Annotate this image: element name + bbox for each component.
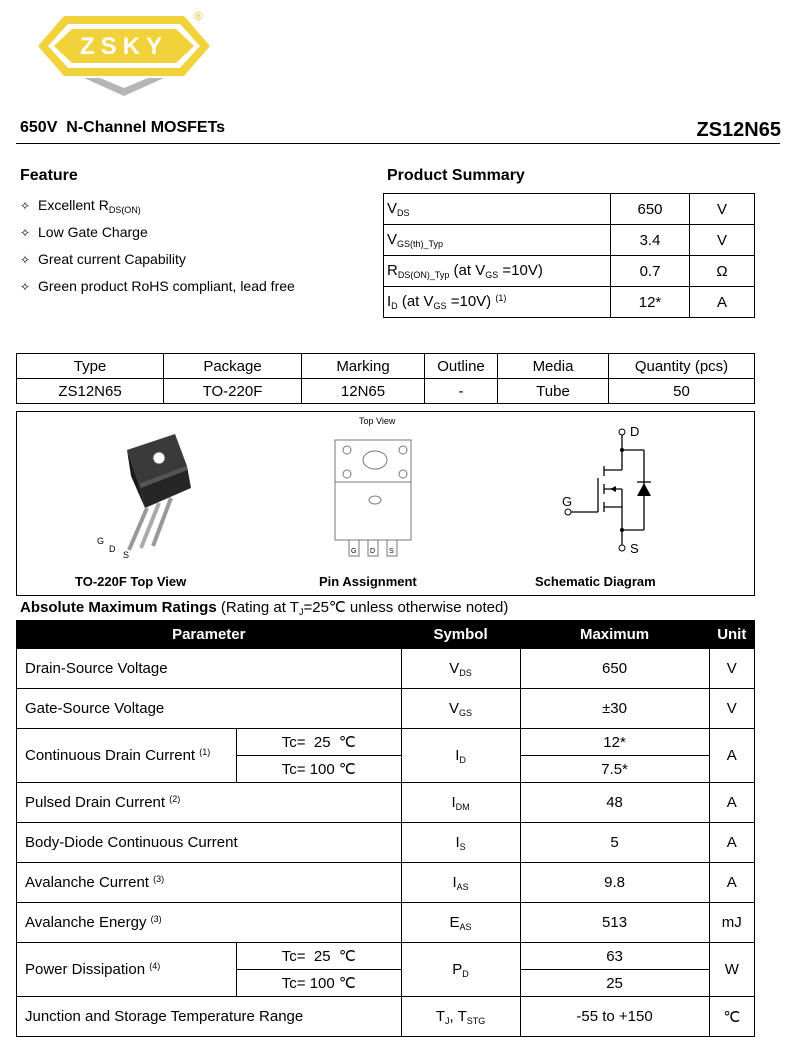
max-eas: 513 bbox=[520, 903, 709, 943]
max-id-25: 12* bbox=[520, 729, 709, 756]
max-is: 5 bbox=[520, 823, 709, 863]
pin-label-g: G bbox=[97, 536, 105, 546]
product-summary-table bbox=[383, 193, 755, 318]
registered-mark: ® bbox=[194, 9, 203, 23]
col-header-symbol: Symbol bbox=[401, 621, 520, 649]
star-bullet-icon: ✧ bbox=[20, 280, 31, 294]
param-is: Body-Diode Continuous Current bbox=[17, 823, 402, 863]
max-ias: 9.8 bbox=[520, 863, 709, 903]
summary-param: $R_{DS(ON)\_Typ}$ (at $V_{GS} =10V$) bbox=[384, 256, 611, 287]
summary-value: 0.7 bbox=[611, 256, 690, 287]
unit-eas: mJ bbox=[709, 903, 754, 943]
ratings-heading: Absolute Maximum Ratings (Rating at $T_J=25℃$ unless otherwise noted) bbox=[20, 599, 509, 617]
max-pd-25: 63 bbox=[520, 943, 709, 970]
absolute-maximum-ratings-table bbox=[16, 620, 755, 1037]
summary-param: $V_{DS}$ bbox=[384, 194, 611, 225]
summary-row bbox=[384, 287, 755, 318]
symbol-id: $I_D$ bbox=[401, 729, 520, 783]
cell-quantity: 50 bbox=[609, 379, 755, 404]
col-header-type: Type bbox=[17, 354, 164, 379]
symbol-tj: $T_J$, $T_{STG}$ bbox=[401, 997, 520, 1037]
package-figures bbox=[16, 411, 755, 596]
summary-heading: Product Summary bbox=[387, 167, 525, 184]
star-bullet-icon: ✧ bbox=[20, 253, 31, 267]
symbol-vds: $V_{DS}$ bbox=[401, 649, 520, 689]
unit-id: A bbox=[709, 729, 754, 783]
param-idm: Pulsed Drain Current $^{(2)}$ bbox=[17, 783, 402, 823]
header-divider bbox=[16, 143, 780, 144]
ratings-row bbox=[17, 863, 755, 903]
symbol-ias: $I_{AS}$ bbox=[401, 863, 520, 903]
pin-d-label: D bbox=[370, 548, 376, 555]
summary-value: 650 bbox=[611, 194, 690, 225]
cell-type: ZS12N65 bbox=[17, 379, 164, 404]
schematic-s-label: S bbox=[630, 541, 639, 556]
max-tj: -55 to +150 bbox=[520, 997, 709, 1037]
symbol-pd: $P_D$ bbox=[401, 943, 520, 997]
feature-item: ✧ Excellent $R_{DS(ON)}$ bbox=[20, 197, 141, 215]
param-vds: Drain-Source Voltage bbox=[17, 649, 402, 689]
ratings-row bbox=[17, 729, 755, 756]
unit-vds: V bbox=[709, 649, 754, 689]
col-header-quantity: Quantity (pcs) bbox=[609, 354, 755, 379]
summary-unit: Ω bbox=[690, 256, 755, 287]
summary-value: 3.4 bbox=[611, 225, 690, 256]
pin-g-label: G bbox=[351, 548, 357, 555]
feature-item: ✧ Low Gate Charge bbox=[20, 224, 148, 240]
ordering-header-row bbox=[17, 354, 755, 379]
to220f-package-image bbox=[87, 430, 197, 565]
cell-package: TO-220F bbox=[164, 379, 302, 404]
symbol-is: $I_S$ bbox=[401, 823, 520, 863]
summary-param: $I_D$ (at $V_{GS} =10V$) $^{(1)}$ bbox=[384, 287, 611, 318]
caption-schematic: Schematic Diagram bbox=[535, 574, 656, 589]
param-pd: Power Dissipation $^{(4)}$ bbox=[17, 943, 237, 997]
ratings-row bbox=[17, 997, 755, 1037]
max-id-100: 7.5* bbox=[520, 756, 709, 783]
col-header-maximum: Maximum bbox=[520, 621, 709, 649]
feature-item: ✧ Green product RoHS compliant, lead free bbox=[20, 278, 295, 294]
col-header-media: Media bbox=[498, 354, 609, 379]
unit-pd: W bbox=[709, 943, 754, 997]
cell-marking: 12N65 bbox=[302, 379, 425, 404]
ordering-row bbox=[17, 379, 755, 404]
product-title: 650V N-Channel MOSFETs bbox=[20, 119, 226, 136]
summary-unit: V bbox=[690, 194, 755, 225]
caption-pin-assignment: Pin Assignment bbox=[319, 574, 417, 589]
ratings-row bbox=[17, 823, 755, 863]
condition-tc25: Tc= 25 ℃ bbox=[237, 943, 402, 970]
ordering-table bbox=[16, 353, 755, 404]
unit-ias: A bbox=[709, 863, 754, 903]
condition-tc100: Tc= 100 ℃ bbox=[237, 970, 402, 997]
max-vgs: ±30 bbox=[520, 689, 709, 729]
zsky-logo bbox=[34, 8, 234, 103]
symbol-eas: $E_{AS}$ bbox=[401, 903, 520, 943]
ratings-row bbox=[17, 903, 755, 943]
col-header-marking: Marking bbox=[302, 354, 425, 379]
summary-value: 12* bbox=[611, 287, 690, 318]
feature-item: ✧ Great current Capability bbox=[20, 251, 186, 267]
unit-is: A bbox=[709, 823, 754, 863]
ratings-row bbox=[17, 783, 755, 823]
cell-outline: - bbox=[425, 379, 498, 404]
ratings-row bbox=[17, 689, 755, 729]
param-eas: Avalanche Energy $^{(3)}$ bbox=[17, 903, 402, 943]
summary-unit: A bbox=[690, 287, 755, 318]
schematic-diagram bbox=[552, 420, 682, 560]
summary-row bbox=[384, 194, 755, 225]
schematic-g-label: G bbox=[562, 494, 573, 509]
part-number: ZS12N65 bbox=[696, 119, 781, 141]
condition-tc100: Tc= 100 ℃ bbox=[237, 756, 402, 783]
max-idm: 48 bbox=[520, 783, 709, 823]
col-header-parameter: Parameter bbox=[17, 621, 402, 649]
caption-package-view: TO-220F Top View bbox=[75, 574, 187, 589]
unit-idm: A bbox=[709, 783, 754, 823]
feature-heading: Feature bbox=[20, 167, 78, 184]
pin-label-d: D bbox=[109, 544, 116, 554]
max-vds: 650 bbox=[520, 649, 709, 689]
star-bullet-icon: ✧ bbox=[20, 226, 31, 240]
star-bullet-icon: ✧ bbox=[20, 199, 31, 213]
cell-media: Tube bbox=[498, 379, 609, 404]
col-header-outline: Outline bbox=[425, 354, 498, 379]
summary-row bbox=[384, 225, 755, 256]
col-header-package: Package bbox=[164, 354, 302, 379]
param-ias: Avalanche Current $^{(3)}$ bbox=[17, 863, 402, 903]
unit-vgs: V bbox=[709, 689, 754, 729]
summary-param: $V_{GS(th)\_Typ}$ bbox=[384, 225, 611, 256]
unit-tj: ℃ bbox=[709, 997, 754, 1037]
top-view-label: Top View bbox=[359, 416, 396, 426]
pin-label-s: S bbox=[123, 550, 130, 560]
symbol-vgs: $V_{GS}$ bbox=[401, 689, 520, 729]
col-header-unit: Unit bbox=[709, 621, 754, 649]
pin-assignment-drawing bbox=[327, 412, 427, 562]
ratings-header-row bbox=[17, 621, 755, 649]
logo-text: ZSKY bbox=[79, 33, 169, 60]
param-id: Continuous Drain Current $^{(1)}$ bbox=[17, 729, 237, 783]
max-pd-100: 25 bbox=[520, 970, 709, 997]
pin-s-label: S bbox=[389, 548, 394, 555]
summary-unit: V bbox=[690, 225, 755, 256]
summary-row bbox=[384, 256, 755, 287]
condition-tc25: Tc= 25 ℃ bbox=[237, 729, 402, 756]
symbol-idm: $I_{DM}$ bbox=[401, 783, 520, 823]
ratings-row bbox=[17, 943, 755, 970]
schematic-d-label: D bbox=[630, 424, 640, 439]
param-vgs: Gate-Source Voltage bbox=[17, 689, 402, 729]
ratings-row bbox=[17, 649, 755, 689]
param-tj: Junction and Storage Temperature Range bbox=[17, 997, 402, 1037]
